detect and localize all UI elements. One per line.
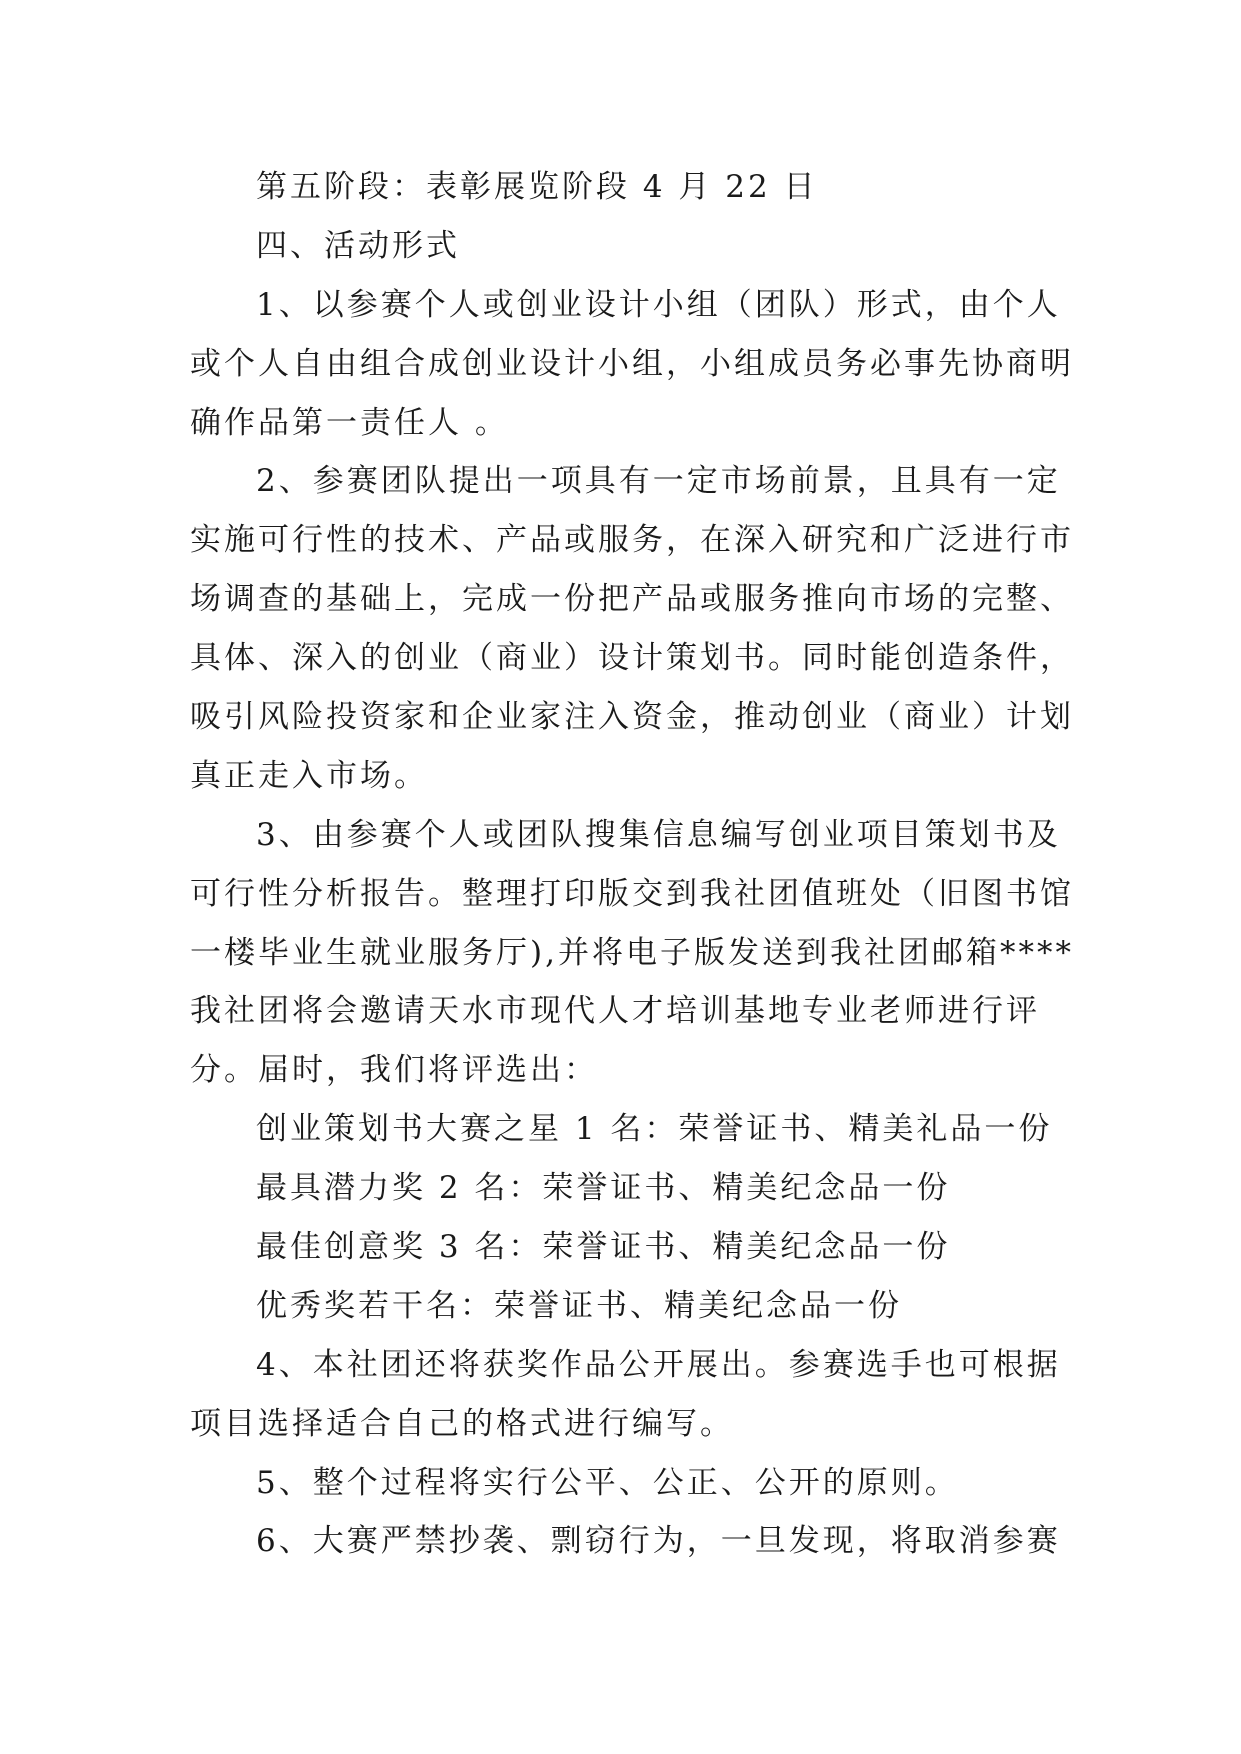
text-line: 四、活动形式 [256,227,460,264]
text-line: 6、大赛严禁抄袭、剽窃行为，一旦发现，将取消参赛 [256,1523,1061,1560]
text-line: 分。届时，我们将评选出： [190,1052,598,1089]
text-line: 一楼毕业生就业服务厅),并将电子版发送到我社团邮箱**** [190,934,1074,971]
document-body [190,158,1074,1571]
text-line: 创业策划书大赛之星 1 名：荣誉证书、精美礼品一份 [256,1111,1053,1148]
text-line: 最具潜力奖 2 名：荣誉证书、精美纪念品一份 [256,1170,951,1207]
text-line: 我社团将会邀请天水市现代人才培训基地专业老师进行评 [190,993,1040,1030]
text-line: 1、以参赛个人或创业设计小组（团队）形式，由个人 [256,286,1061,323]
text-line: 确作品第一责任人 。 [190,404,509,441]
text-line: 场调查的基础上，完成一份把产品或服务推向市场的完整、 [190,581,1074,618]
text-line: 或个人自由组合成创业设计小组，小组成员务必事先协商明 [190,345,1074,382]
text-line: 4、本社团还将获奖作品公开展出。参赛选手也可根据 [256,1346,1061,1383]
text-line: 5、整个过程将实行公平、公正、公开的原则。 [256,1464,959,1501]
text-line: 可行性分析报告。整理打印版交到我社团值班处（旧图书馆 [190,875,1074,912]
text-line: 最佳创意奖 3 名：荣誉证书、精美纪念品一份 [256,1229,951,1266]
text-line: 实施可行性的技术、产品或服务，在深入研究和广泛进行市 [190,522,1074,559]
text-line: 2、参赛团队提出一项具有一定市场前景，且具有一定 [256,463,1061,500]
text-line: 具体、深入的创业（商业）设计策划书。同时能创造条件， [190,640,1074,677]
text-line: 3、由参赛个人或团队搜集信息编写创业项目策划书及 [256,816,1061,853]
text-line: 真正走入市场。 [190,757,428,794]
text-line: 优秀奖若干名：荣誉证书、精美纪念品一份 [256,1287,902,1324]
text-line: 吸引风险投资家和企业家注入资金，推动创业（商业）计划 [190,699,1074,736]
text-line: 第五阶段：表彰展览阶段 4 月 22 日 [256,169,818,205]
text-line: 项目选择适合自己的格式进行编写。 [190,1405,734,1442]
